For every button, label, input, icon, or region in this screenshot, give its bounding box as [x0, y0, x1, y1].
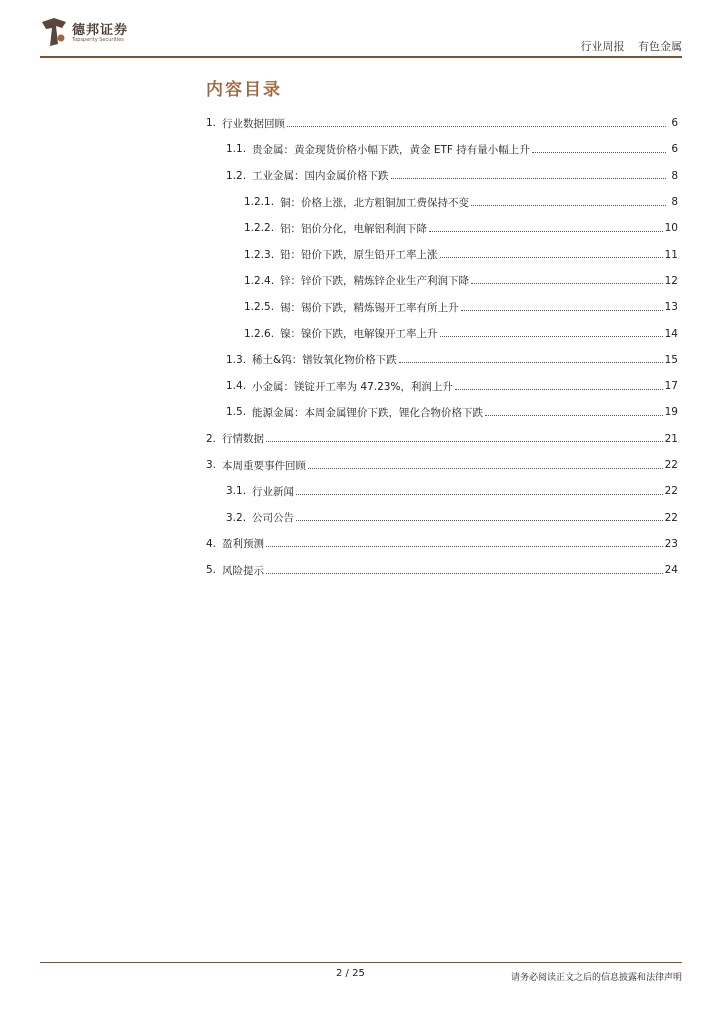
toc-entry-page: 15	[664, 353, 678, 366]
toc-entry-title: 本周重要事件回顾	[222, 459, 307, 472]
toc-entry-number: 1.2.3.	[244, 248, 275, 261]
toc-entry-number: 1.2.2.	[244, 222, 275, 235]
toc-entry-page: 8	[671, 196, 678, 209]
toc-entry-number: 1.2.	[226, 169, 247, 182]
toc-entry-page: 24	[664, 564, 678, 577]
sector-name: 有色金属	[638, 40, 682, 53]
toc-entry[interactable]	[206, 294, 678, 320]
toc-entry-title: 行业新闻	[252, 485, 295, 498]
toc-dot-leader	[391, 178, 666, 179]
toc-entry[interactable]	[206, 504, 678, 530]
toc-entry-number: 1.5.	[226, 406, 247, 419]
logo-text-en: Topsperity Securities	[72, 37, 124, 43]
toc-entry-page: 23	[664, 537, 678, 550]
toc-entry-number: 5.	[206, 564, 217, 577]
toc-entry-title: 贵金属：黄金现货价格小幅下跌，黄金 ETF 持有量小幅上升	[252, 143, 530, 156]
toc-dot-leader	[471, 205, 666, 206]
toc-entry-page: 21	[664, 432, 678, 445]
toc-entry[interactable]	[206, 478, 678, 504]
toc-entry-page: 22	[664, 485, 678, 498]
toc-entry-title: 铝：铝价分化，电解铝利润下降	[280, 222, 428, 235]
toc-dot-leader	[266, 546, 663, 547]
toc-entry[interactable]	[206, 452, 678, 478]
toc-dot-leader	[440, 257, 663, 258]
toc-dot-leader	[266, 441, 663, 442]
toc-entry-title: 锡：锡价下跌，精炼锡开工率有所上升	[280, 301, 459, 314]
toc-entry-title: 铜：价格上涨，北方粗铜加工费保持不变	[280, 196, 470, 209]
toc-entry-title: 稀土&钨：镨钕氧化物价格下跌	[252, 354, 397, 367]
table-of-contents	[206, 110, 678, 583]
toc-entry-title: 行业数据回顾	[222, 117, 286, 130]
toc-dot-leader	[429, 231, 663, 232]
toc-entry-number: 1.2.5.	[244, 301, 275, 314]
toc-entry-page: 13	[664, 301, 678, 314]
toc-entry-number: 4.	[206, 537, 217, 550]
toc-title: 内容目录	[206, 80, 282, 100]
toc-entry-title: 盈利预测	[222, 538, 265, 551]
toc-entry-number: 1.	[206, 117, 217, 130]
toc-dot-leader	[287, 126, 666, 127]
toc-entry-title: 行情数据	[222, 433, 265, 446]
toc-dot-leader	[296, 494, 663, 495]
header-divider	[40, 56, 682, 58]
toc-entry[interactable]	[206, 268, 678, 294]
header-labels	[571, 38, 683, 54]
toc-entry-page: 6	[671, 143, 678, 156]
toc-entry-title: 锌：锌价下跌，精炼锌企业生产利润下降	[280, 275, 470, 288]
toc-dot-leader	[532, 152, 666, 153]
toc-entry[interactable]	[206, 531, 678, 557]
toc-entry-number: 1.2.1.	[244, 196, 275, 209]
toc-dot-leader	[485, 415, 663, 416]
toc-entry-title: 铅：铅价下跌，原生铅开工率上涨	[280, 249, 438, 262]
toc-entry-title: 工业金属：国内金属价格下跌	[252, 170, 389, 183]
toc-entry-title: 公司公告	[252, 512, 295, 525]
toc-entry-page: 12	[664, 274, 678, 287]
toc-entry-number: 3.2.	[226, 511, 247, 524]
toc-dot-leader	[296, 520, 663, 521]
toc-entry-number: 3.	[206, 459, 217, 471]
toc-entry[interactable]	[206, 163, 678, 189]
toc-entry-number: 1.2.4.	[244, 274, 275, 287]
toc-dot-leader	[399, 362, 663, 363]
toc-entry-title: 小金属：镁锭开工率为 47.23%，利润上升	[252, 380, 453, 393]
company-logo	[40, 16, 140, 52]
toc-entry-page: 6	[671, 117, 678, 130]
toc-entry-title: 风险提示	[222, 564, 265, 577]
toc-entry-page: 22	[664, 459, 678, 471]
toc-entry[interactable]	[206, 557, 678, 583]
toc-entry-page: 17	[664, 380, 678, 393]
toc-entry[interactable]	[206, 399, 678, 425]
toc-entry-number: 1.3.	[226, 353, 247, 366]
toc-entry[interactable]	[206, 426, 678, 452]
toc-entry[interactable]	[206, 320, 678, 346]
toc-entry-title: 镍：镍价下跌，电解镍开工率上升	[280, 328, 438, 341]
toc-entry[interactable]	[206, 189, 678, 215]
toc-entry[interactable]	[206, 110, 678, 136]
logo-icon	[40, 16, 68, 48]
toc-entry-number: 3.1.	[226, 485, 247, 498]
footer-divider	[40, 962, 682, 963]
toc-dot-leader	[471, 283, 663, 284]
toc-dot-leader	[455, 389, 663, 390]
toc-entry[interactable]	[206, 136, 678, 162]
toc-entry-number: 1.1.	[226, 143, 247, 156]
toc-dot-leader	[266, 573, 663, 574]
legal-disclaimer: 请务必阅读正文之后的信息披露和法律声明	[510, 973, 682, 983]
toc-entry-page: 11	[664, 248, 678, 261]
toc-entry-number: 1.4.	[226, 380, 247, 393]
toc-entry-page: 8	[671, 169, 678, 182]
toc-entry-page: 22	[664, 511, 678, 524]
toc-entry-page: 19	[664, 406, 678, 419]
toc-entry-page: 10	[664, 222, 678, 235]
toc-dot-leader	[461, 310, 663, 311]
logo-text-cn: 德邦证券	[72, 23, 129, 38]
toc-entry[interactable]	[206, 241, 678, 267]
toc-entry[interactable]	[206, 373, 678, 399]
toc-entry[interactable]	[206, 347, 678, 373]
toc-dot-leader	[440, 336, 663, 337]
report-type: 行业周报	[580, 40, 625, 53]
page-number: 2 / 25	[336, 968, 365, 979]
page-header	[40, 14, 682, 58]
toc-entry-number: 2.	[206, 432, 217, 445]
toc-dot-leader	[308, 468, 663, 469]
toc-entry-page: 14	[664, 327, 678, 340]
toc-entry-title: 能源金属：本周金属锂价下跌，锂化合物价格下跌	[252, 406, 484, 419]
toc-entry[interactable]	[206, 215, 678, 241]
toc-entry-number: 1.2.6.	[244, 327, 275, 340]
